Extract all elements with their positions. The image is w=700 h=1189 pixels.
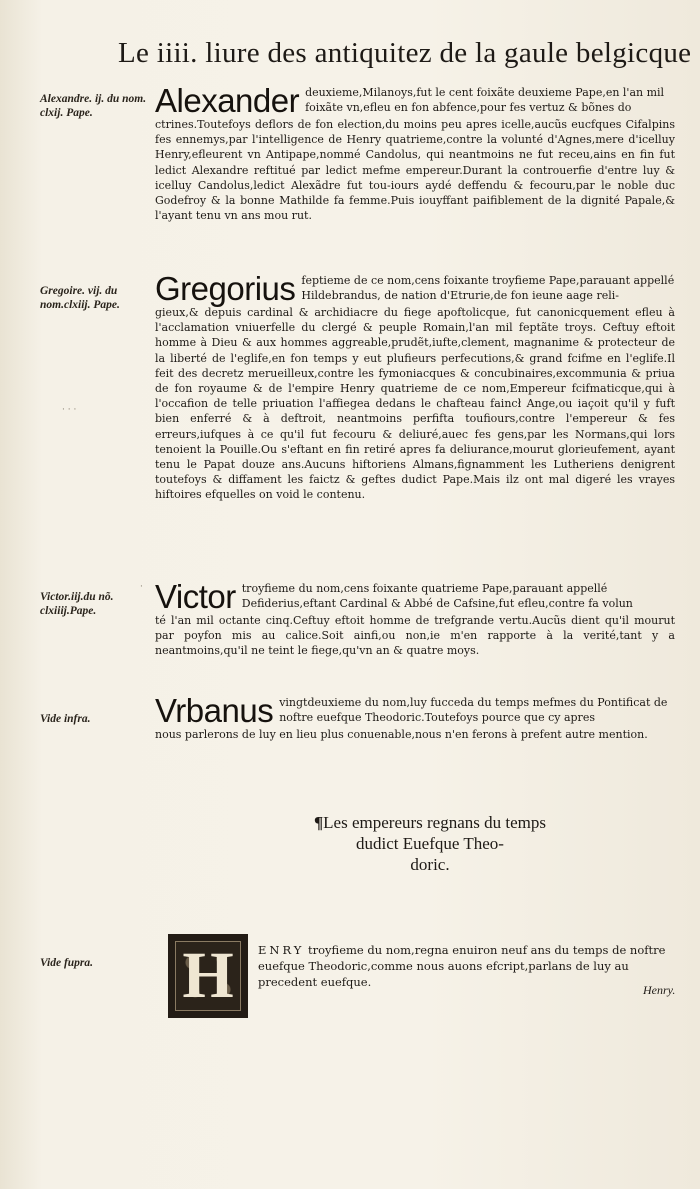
entry-body-vrbanus: nous parlerons de luy en lieu plus conuenable,nous n'en ferons à prefent autre mention. [155,728,648,741]
entry-lead-vrbanus: vingtdeuxieme du nom,luy fucceda du temps mefmes du Pontificat de noftre euefque Theodoric.Toutefoys pource que cy apres [279,696,668,724]
margin-note-alexander: Alexandre. ij. du nom. clxij. Pape. [40,93,147,119]
henry-name: ENRY [258,943,305,957]
section-title-line3: doric. [410,855,450,874]
pope-name-alexander: Alexander [155,82,300,119]
entry-lead-victor: troyfieme du nom,cens foixante quatrieme Pape,parauant appellé Defiderius,eftant Cardinal & Abbé de Cafsine,fut efleu,contre fa volun [241,582,633,610]
pope-name-vrbanus: Vrbanus [155,692,274,729]
entry-lead-gregorius: feptieme de ce nom,cens foixante troyfieme Pape,parauant appellé Hildebrandus, de nation d'Etrurie,de fon ieune aage reli- [301,274,675,302]
entry-body-victor: té l'an mil octante cinq.Ceftuy eftoit homme de trefgrande vertu.Aucũs dient qu'il mourut par poyfon mis au calice.Soit ainfi,ou non,ie m'en rapporte à la verité,tant y a neantmoins,qu'il ne teint le fiege,qu'vn an & quatre moys. [155,614,675,658]
running-header: Le iiii. liure des antiquitez de la gaule belgicque [118,37,692,69]
margin-note-gregorius: Gregoire. vij. du nom.clxiij. Pape. [40,285,120,311]
entry-body-gregorius: gieux,& depuis cardinal & archidiacre du fiege apoftolicque, fut canonicquement efleu à l'acclamation vniuerfelle du clergé & peuple Romain,l'an mil feptãte troys. Ceftuy eftoit homme à Dieu & aux hommes aggreable,prudẽt,iufte,clement, magnanime & protecteur de la liberté de l'eglife,en fon temps y eut plufieurs perfecutions,& grand fcifme en l'eglife.Il feit des decretz merueilleux,contre les fymoniacques & concubinaires,excommunia & priua de fon royaume & de l'empire Henry quatrieme de ce nom,Empereur fcifmaticque,qui à l'occafion de telle priuation l'affiegea dedans le chafteau faincł Ange,ou iaçoit qu'il y fuft bien enferré & à deftroit, neantmoins perfifta toufiours,contre l'empereur & fes erreurs,iufques à ce qu'il fut fecouru & deliuré,auec fes gens,par les Normans,qui lors tenoient la Pouille.Ou s'eftant en fin retiré apres fa deliurance,mourut glorieufement, ayant tenu le Papat douze ans.Aucuns hiftoriens Almans,fignamment les Lutheriens denigrent toutefoys & diffament les faictz & geftes dudict Pape.Mais ilz ont mal digeré les vrayes hiftoires efquelles on void le contenu. [155,306,675,502]
henry-body: troyfieme du nom,regna enuiron neuf ans du temps de noftre euefque Theodoric,comme nous auons efcript,parlans de luy au precedent euefque. [258,943,666,989]
pope-name-victor: Victor [155,578,236,615]
show-through-mark: · [140,582,143,592]
entry-text-henry [258,942,688,990]
entry-alexander [155,84,675,223]
section-title-line2: dudict Euefque Theo- [356,834,504,853]
entry-body-alexander: ctrines.Toutefoys deflors de fon election,du moins peu apres icelle,aucũs eucfques Cifalpins fes ennemys,par l'intelligence de Henry quatrieme,contre la volunté d'Agnes,mere d'icelluy Henry,efleurent vn Antipape,nommé Candolus, qui neantmoins ne fut receu,ains en fin fut ledict Alexandre reftitué par ledict mefme empereur.Durant la controuerfie d'entre luy & icelluy Candolus,ledict Alexãdre fut tou-iours aydé deffendu & fecouru,par le noble duc Godefroy & la bonne Mathilde fa femme.Puis iouyffant paifiblement de la dignité Papale,& l'ayant tenu vn ans mou rut. [155,118,675,223]
entry-lead-alexander: deuxieme,Milanoys,fut le cent foixãte deuxieme Pape,en l'an mil foixãte vn,efleu en fon abfence,pour fes vertuz & bõnes do [305,86,665,114]
section-heading [300,812,560,875]
entry-victor [155,580,675,659]
margin-note-henry: Vide fupra. [40,957,94,969]
initial-letter: H [182,939,234,1012]
decorated-initial [168,934,248,1018]
section-title-line1: Les empereurs regnans du temps [323,813,546,832]
entry-vrbanus [155,694,675,742]
margin-note-victor: Victor.iij.du nõ. clxiiij.Pape. [40,591,114,617]
pilcrow-mark: ¶ [313,813,324,832]
catchword: Henry. [643,983,676,997]
entry-gregorius [155,272,675,503]
pope-name-gregorius: Gregorius [155,270,296,307]
show-through-mark: · · · [62,405,77,415]
margin-note-vrbanus: Vide infra. [40,713,91,725]
